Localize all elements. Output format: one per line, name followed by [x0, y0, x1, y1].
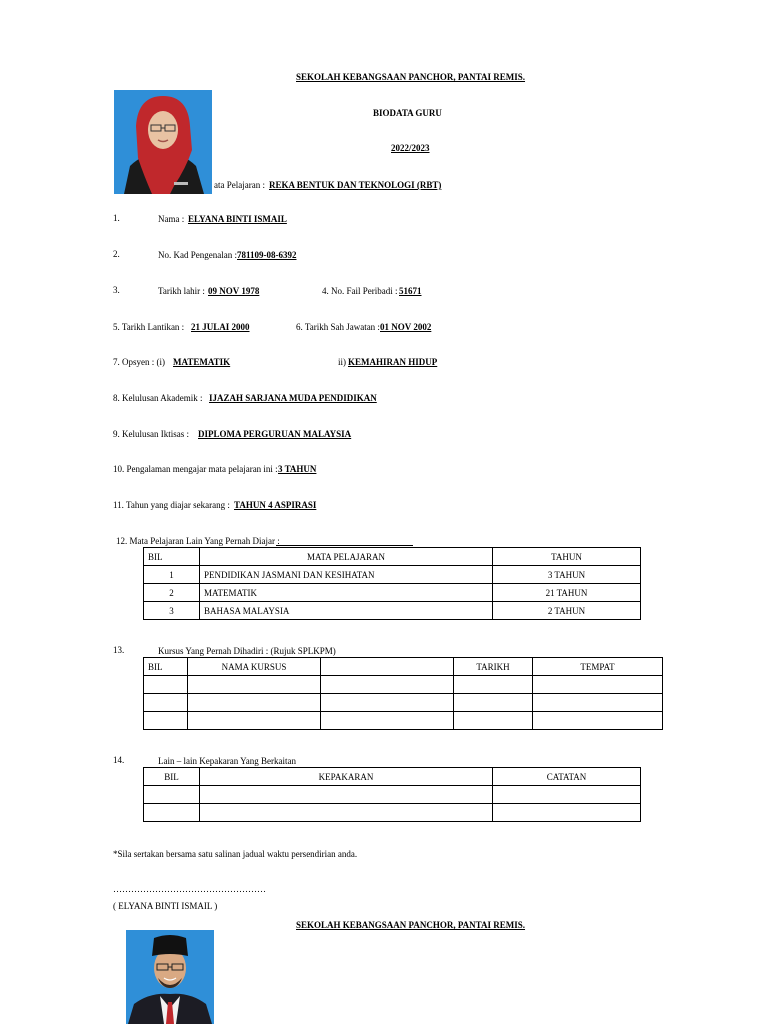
item-number-13: 13. — [113, 645, 125, 655]
file-no-value: 51671 — [399, 286, 422, 296]
birthdate-value: 09 NOV 1978 — [208, 286, 260, 296]
table-cell: 3 — [144, 602, 200, 620]
table-header: BIL — [144, 768, 200, 786]
file-no-label: 4. No. Fail Peribadi : — [322, 286, 398, 296]
academic-label: 8. Kelulusan Akademik : — [113, 393, 203, 403]
option-label: 7. Opsyen : (i) — [113, 357, 165, 367]
table-cell: 2 — [144, 584, 200, 602]
table-header — [321, 658, 454, 676]
table-cell: 21 TAHUN — [493, 584, 641, 602]
table-row — [144, 694, 663, 712]
table-row — [144, 566, 641, 584]
table-header: NAMA KURSUS — [188, 658, 321, 676]
table-header-row — [144, 768, 641, 786]
experience-value: 3 TAHUN — [278, 464, 317, 474]
table-header: KEPAKARAN — [200, 768, 493, 786]
academic-value: IJAZAH SARJANA MUDA PENDIDIKAN — [209, 393, 377, 403]
other-subjects-table — [143, 547, 641, 620]
table-row — [144, 602, 641, 620]
birthdate-label: Tarikh lahir : — [158, 286, 205, 296]
confirmation-value: 01 NOV 2002 — [380, 322, 432, 332]
table-row — [144, 712, 663, 730]
document-title: BIODATA GURU — [373, 108, 442, 118]
current-year-value: TAHUN 4 ASPIRASI — [234, 500, 317, 510]
appointment-value: 21 JULAI 2000 — [191, 322, 250, 332]
expertise-label: Lain – lain Kepakaran Yang Berkaitan — [158, 756, 296, 766]
footnote: *Sila sertakan bersama satu salinan jadual waktu persendirian anda. — [113, 849, 358, 859]
school-title: SEKOLAH KEBANGSAAN PANCHOR, PANTAI REMIS. — [296, 72, 526, 82]
option-label-2: ii) — [338, 357, 346, 367]
table-cell: 3 TAHUN — [493, 566, 641, 584]
professional-label: 9. Kelulusan Iktisas : — [113, 429, 189, 439]
table-header: TEMPAT — [533, 658, 663, 676]
confirmation-label: 6. Tarikh Sah Jawatan : — [296, 322, 380, 332]
courses-table — [143, 657, 663, 730]
option-value-1: MATEMATIK — [173, 357, 231, 367]
table-header: TARIKH — [454, 658, 533, 676]
expertise-table — [143, 767, 641, 822]
teacher-photo-2 — [126, 930, 214, 1024]
teacher-photo — [114, 90, 212, 194]
table-header-row — [144, 548, 641, 566]
ic-label: No. Kad Pengenalan : — [158, 250, 237, 260]
table-cell: BAHASA MALAYSIA — [200, 602, 493, 620]
courses-label: Kursus Yang Pernah Dihadiri : (Rujuk SPLKPM) — [158, 646, 336, 656]
table-row — [144, 584, 641, 602]
table-header: BIL — [144, 658, 188, 676]
item-number-3: 3. — [113, 285, 120, 295]
name-label: Nama : — [158, 214, 185, 224]
signature-name: ( ELYANA BINTI ISMAIL ) — [113, 901, 218, 911]
option-value-2: KEMAHIRAN HIDUP — [348, 357, 438, 367]
ic-value: 781109-08-6392 — [237, 250, 297, 260]
current-year-label: 11. Tahun yang diajar sekarang : — [113, 500, 230, 510]
table-row — [144, 786, 641, 804]
table-header: CATATAN — [493, 768, 641, 786]
table-cell: PENDIDIKAN JASMANI DAN KESIHATAN — [200, 566, 493, 584]
fill-line — [276, 545, 413, 546]
subject-label: ata Pelajaran : — [214, 180, 265, 190]
item-number-1: 1. — [113, 213, 120, 223]
name-value: ELYANA BINTI ISMAIL — [188, 214, 287, 224]
table-cell: MATEMATIK — [200, 584, 493, 602]
year: 2022/2023 — [391, 143, 430, 153]
other-subjects-label: 12. Mata Pelajaran Lain Yang Pernah Diajar : — [116, 536, 280, 546]
experience-label: 10. Pengalaman mengajar mata pelajaran ini : — [113, 464, 278, 474]
table-row — [144, 804, 641, 822]
table-header: TAHUN — [493, 548, 641, 566]
item-number-2: 2. — [113, 249, 120, 259]
table-header: MATA PELAJARAN — [200, 548, 493, 566]
table-header-row — [144, 658, 663, 676]
school-title-2: SEKOLAH KEBANGSAAN PANCHOR, PANTAI REMIS. — [296, 920, 526, 930]
table-row — [144, 676, 663, 694]
table-cell: 1 — [144, 566, 200, 584]
table-cell: 2 TAHUN — [493, 602, 641, 620]
professional-value: DIPLOMA PERGURUAN MALAYSIA — [198, 429, 352, 439]
table-header: BIL — [144, 548, 200, 566]
item-number-14: 14. — [113, 755, 125, 765]
appointment-label: 5. Tarikh Lantikan : — [113, 322, 185, 332]
signature-line: …………………………………………… — [113, 884, 266, 894]
subject-value: REKA BENTUK DAN TEKNOLOGI (RBT) — [269, 180, 442, 190]
